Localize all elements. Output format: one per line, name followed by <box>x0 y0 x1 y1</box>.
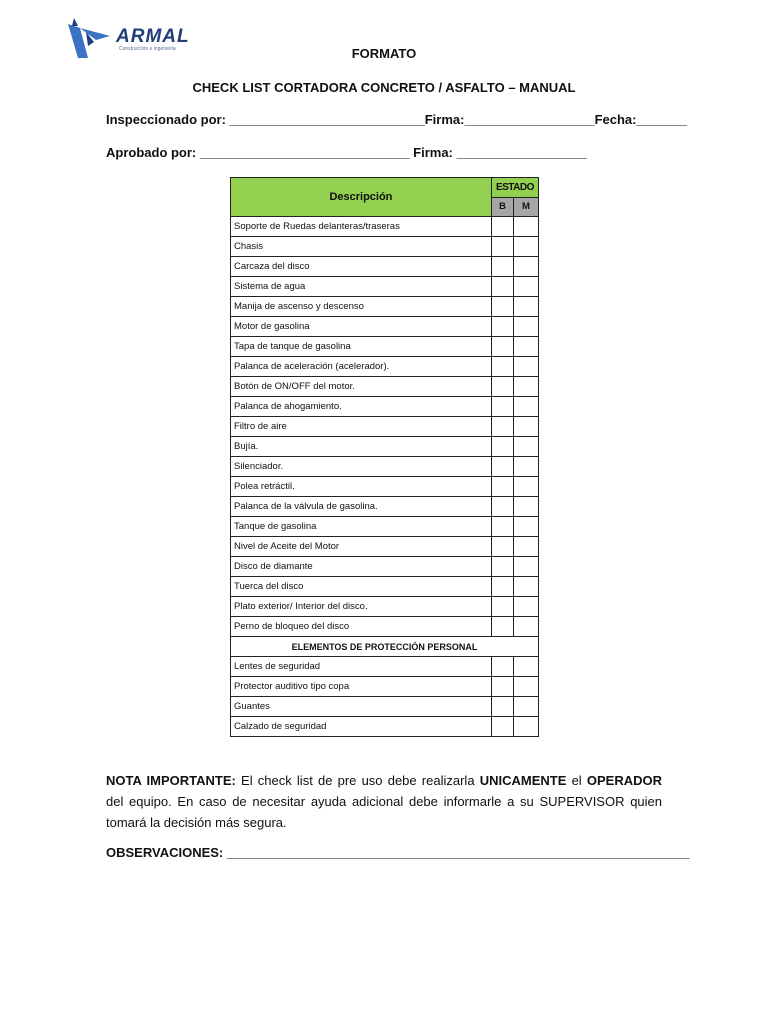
status-b-cell[interactable] <box>491 317 513 337</box>
checklist-row <box>231 357 539 377</box>
item-description: Nivel de Aceite del Motor <box>231 537 492 557</box>
item-description: Guantes <box>231 697 492 717</box>
status-b-cell[interactable] <box>491 217 513 237</box>
status-m-cell[interactable] <box>513 417 538 437</box>
logo-tagline: Construcción e ingeniería <box>119 46 176 52</box>
header-m: M <box>513 197 538 217</box>
status-m-cell[interactable] <box>513 537 538 557</box>
ppe-row <box>231 677 539 697</box>
status-b-cell[interactable] <box>491 557 513 577</box>
item-description: Polea retráctil. <box>231 477 492 497</box>
status-m-cell[interactable] <box>513 277 538 297</box>
item-description: Silenciador. <box>231 457 492 477</box>
page-title: FORMATO <box>351 46 417 61</box>
status-m-cell[interactable] <box>513 617 538 637</box>
item-description: Tanque de gasolina <box>231 517 492 537</box>
status-b-cell[interactable] <box>491 717 513 737</box>
checklist-row <box>231 417 539 437</box>
status-m-cell[interactable] <box>513 597 538 617</box>
status-m-cell[interactable] <box>513 317 538 337</box>
status-m-cell[interactable] <box>513 217 538 237</box>
ppe-section-row <box>231 637 539 657</box>
status-b-cell[interactable] <box>491 537 513 557</box>
note-emphasis-1: UNICAMENTE <box>479 773 567 788</box>
status-b-cell[interactable] <box>491 437 513 457</box>
checklist-row <box>231 437 539 457</box>
item-description: Tuerca del disco <box>231 577 492 597</box>
checklist-row <box>231 217 539 237</box>
checklist-row <box>231 277 539 297</box>
checklist-row <box>231 237 539 257</box>
item-description: Perno de bloqueo del disco <box>231 617 492 637</box>
item-description: Botón de ON/OFF del motor. <box>231 377 492 397</box>
status-b-cell[interactable] <box>491 597 513 617</box>
item-description: Plato exterior/ Interior del disco. <box>231 597 492 617</box>
item-description: Tapa de tanque de gasolina <box>231 337 492 357</box>
ppe-section-heading: ELEMENTOS DE PROTECCIÓN PERSONAL <box>231 637 539 657</box>
item-description: Carcaza del disco <box>231 257 492 277</box>
observations-line[interactable]: OBSERVACIONES: ________________________________________________________________ <box>106 845 690 860</box>
item-description: Sistema de agua <box>231 277 492 297</box>
item-description: Lentes de seguridad <box>231 657 492 677</box>
status-m-cell[interactable] <box>513 397 538 417</box>
status-m-cell[interactable] <box>513 497 538 517</box>
note-text-2: el <box>566 773 587 788</box>
note-text-3: del equipo. En caso de necesitar ayuda adicional debe informarle a su SUPERVISOR quien tomará la decisión más segura. <box>106 794 662 830</box>
status-b-cell[interactable] <box>491 677 513 697</box>
status-m-cell[interactable] <box>513 257 538 277</box>
important-note <box>106 770 662 833</box>
checklist-row <box>231 297 539 317</box>
status-m-cell[interactable] <box>513 517 538 537</box>
status-m-cell[interactable] <box>513 577 538 597</box>
status-b-cell[interactable] <box>491 337 513 357</box>
item-description: Chasis <box>231 237 492 257</box>
item-description: Filtro de aire <box>231 417 492 437</box>
checklist-row <box>231 557 539 577</box>
item-description: Soporte de Ruedas delanteras/traseras <box>231 217 492 237</box>
status-m-cell[interactable] <box>513 437 538 457</box>
header-b: B <box>491 197 513 217</box>
status-b-cell[interactable] <box>491 577 513 597</box>
item-description: Palanca de ahogamiento. <box>231 397 492 417</box>
checklist-row <box>231 377 539 397</box>
checklist-row <box>231 497 539 517</box>
item-description: Disco de diamante <box>231 557 492 577</box>
item-description: Protector auditivo tipo copa <box>231 677 492 697</box>
status-b-cell[interactable] <box>491 477 513 497</box>
status-m-cell[interactable] <box>513 677 538 697</box>
header-description: Descripción <box>231 178 492 217</box>
status-m-cell[interactable] <box>513 237 538 257</box>
status-b-cell[interactable] <box>491 517 513 537</box>
status-b-cell[interactable] <box>491 297 513 317</box>
status-b-cell[interactable] <box>491 497 513 517</box>
checklist-row <box>231 397 539 417</box>
checklist-row <box>231 577 539 597</box>
status-m-cell[interactable] <box>513 337 538 357</box>
checklist-row <box>231 537 539 557</box>
status-m-cell[interactable] <box>513 297 538 317</box>
status-m-cell[interactable] <box>513 377 538 397</box>
status-b-cell[interactable] <box>491 277 513 297</box>
status-m-cell[interactable] <box>513 357 538 377</box>
checklist-row <box>231 317 539 337</box>
status-b-cell[interactable] <box>491 397 513 417</box>
status-m-cell[interactable] <box>513 697 538 717</box>
checklist-row <box>231 517 539 537</box>
document-subtitle: CHECK LIST CORTADORA CONCRETO / ASFALTO – MANUAL <box>192 80 576 95</box>
inspection-signature-line[interactable]: Inspeccionado por: ___________________________Firma:__________________Fecha:_______ <box>106 112 688 127</box>
status-b-cell[interactable] <box>491 457 513 477</box>
status-b-cell[interactable] <box>491 697 513 717</box>
note-emphasis-2: OPERADOR <box>586 773 662 788</box>
header-estado: ESTADO <box>491 178 538 198</box>
status-m-cell[interactable] <box>513 557 538 577</box>
item-description: Manija de ascenso y descenso <box>231 297 492 317</box>
note-text-1: El check list de pre uso debe realizarla <box>235 773 480 788</box>
checklist-table <box>230 177 539 737</box>
approval-signature-line[interactable]: Aprobado por: _____________________________ Firma: __________________ <box>106 145 587 160</box>
ppe-row <box>231 717 539 737</box>
ppe-row <box>231 697 539 717</box>
checklist-row <box>231 617 539 637</box>
item-description: Bujía. <box>231 437 492 457</box>
item-description: Palanca de aceleración (acelerador). <box>231 357 492 377</box>
status-m-cell[interactable] <box>513 477 538 497</box>
status-b-cell[interactable] <box>491 357 513 377</box>
checklist-row <box>231 597 539 617</box>
note-label: NOTA IMPORTANTE: <box>106 773 236 788</box>
status-m-cell[interactable] <box>513 717 538 737</box>
ppe-row <box>231 657 539 677</box>
checklist-row <box>231 257 539 277</box>
status-b-cell[interactable] <box>491 377 513 397</box>
checklist-row <box>231 337 539 357</box>
status-b-cell[interactable] <box>491 417 513 437</box>
status-b-cell[interactable] <box>491 617 513 637</box>
checklist-row <box>231 477 539 497</box>
item-description: Motor de gasolina <box>231 317 492 337</box>
item-description: Calzado de seguridad <box>231 717 492 737</box>
status-m-cell[interactable] <box>513 657 538 677</box>
status-b-cell[interactable] <box>491 657 513 677</box>
item-description: Palanca de la válvula de gasolina. <box>231 497 492 517</box>
checklist-row <box>231 457 539 477</box>
status-b-cell[interactable] <box>491 237 513 257</box>
status-m-cell[interactable] <box>513 457 538 477</box>
status-b-cell[interactable] <box>491 257 513 277</box>
logo-brand-text: ARMAL <box>116 26 190 47</box>
